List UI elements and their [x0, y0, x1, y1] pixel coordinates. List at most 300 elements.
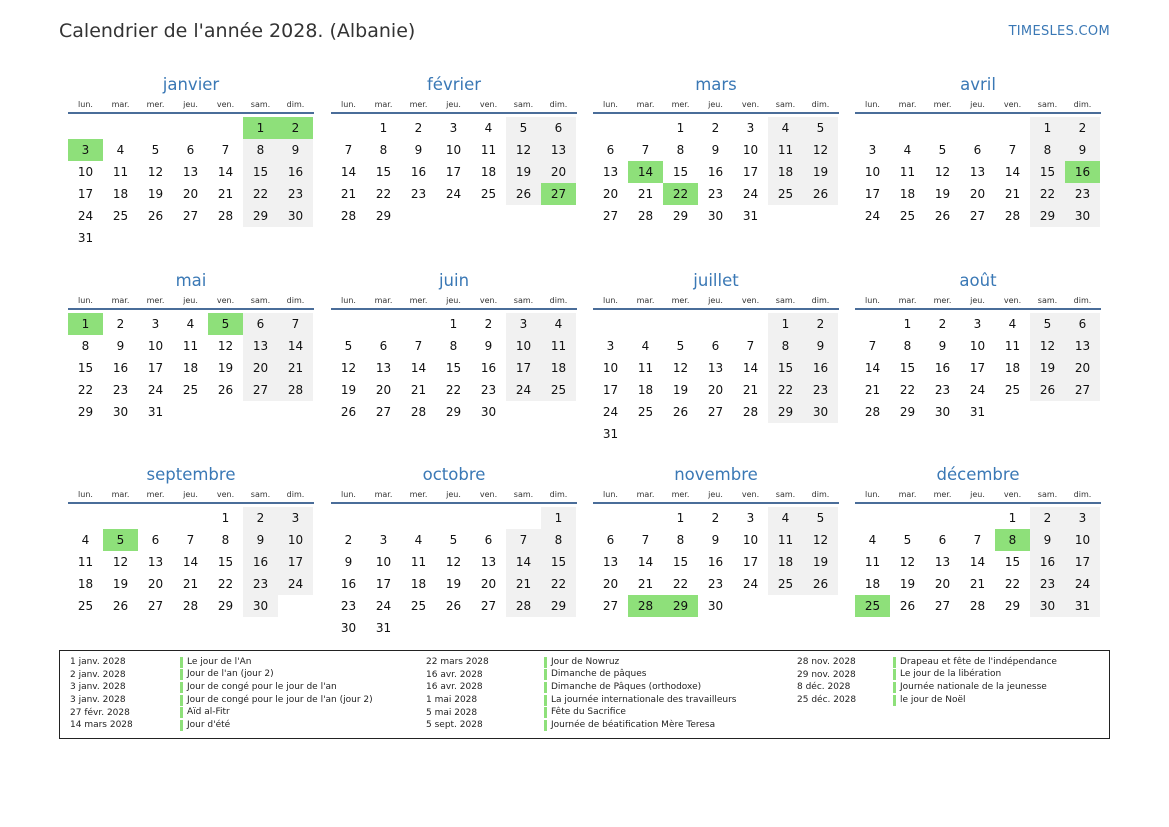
day-cell[interactable]: 3 [449, 121, 458, 135]
day-cell[interactable]: 23 [278, 183, 313, 205]
day-cell[interactable]: 20 [707, 383, 724, 397]
day-cell[interactable]: 27 [147, 599, 164, 613]
day-cell[interactable]: 15 [1004, 555, 1021, 569]
day-cell[interactable]: 24 [602, 405, 619, 419]
day-cell[interactable]: 10 [742, 533, 759, 547]
day-cell[interactable]: 3 [746, 511, 755, 525]
day-cell[interactable]: 17 [147, 361, 164, 375]
day-cell[interactable]: 13 [602, 165, 619, 179]
day-cell[interactable]: 11 [112, 165, 129, 179]
day-cell[interactable]: 23 [1030, 573, 1065, 595]
holiday-day-cell[interactable]: 1 [68, 313, 103, 335]
holiday-day-cell[interactable]: 16 [1065, 161, 1100, 183]
day-cell[interactable]: 24 [278, 573, 313, 595]
day-cell[interactable]: 21 [340, 187, 357, 201]
day-cell[interactable]: 4 [1008, 317, 1017, 331]
holiday-day-cell[interactable]: 8 [995, 529, 1030, 551]
day-cell[interactable]: 12 [899, 555, 916, 569]
day-cell[interactable]: 22 [541, 573, 576, 595]
day-cell[interactable]: 27 [375, 405, 392, 419]
day-cell[interactable]: 27 [182, 209, 199, 223]
day-cell[interactable]: 5 [676, 339, 685, 353]
day-cell[interactable]: 3 [606, 339, 615, 353]
day-cell[interactable]: 26 [934, 209, 951, 223]
day-cell[interactable]: 25 [182, 383, 199, 397]
day-cell[interactable]: 4 [768, 117, 803, 139]
day-cell[interactable]: 5 [938, 143, 947, 157]
day-cell[interactable]: 7 [506, 529, 541, 551]
day-cell[interactable]: 22 [899, 383, 916, 397]
day-cell[interactable]: 30 [112, 405, 129, 419]
day-cell[interactable]: 30 [707, 599, 724, 613]
day-cell[interactable]: 29 [1030, 205, 1065, 227]
day-cell[interactable]: 21 [637, 187, 654, 201]
day-cell[interactable]: 27 [1065, 379, 1100, 401]
day-cell[interactable]: 3 [151, 317, 160, 331]
day-cell[interactable]: 31 [1065, 595, 1100, 617]
day-cell[interactable]: 5 [506, 117, 541, 139]
day-cell[interactable]: 17 [278, 551, 313, 573]
day-cell[interactable]: 22 [672, 577, 689, 591]
day-cell[interactable]: 29 [899, 405, 916, 419]
day-cell[interactable]: 16 [934, 361, 951, 375]
day-cell[interactable]: 22 [1004, 577, 1021, 591]
day-cell[interactable]: 23 [803, 379, 838, 401]
holiday-day-cell[interactable]: 5 [103, 529, 138, 551]
day-cell[interactable]: 6 [1065, 313, 1100, 335]
day-cell[interactable]: 30 [934, 405, 951, 419]
day-cell[interactable]: 6 [186, 143, 195, 157]
day-cell[interactable]: 12 [506, 139, 541, 161]
day-cell[interactable]: 26 [112, 599, 129, 613]
day-cell[interactable]: 1 [1008, 511, 1017, 525]
day-cell[interactable]: 8 [1030, 139, 1065, 161]
day-cell[interactable]: 4 [641, 339, 650, 353]
day-cell[interactable]: 16 [803, 357, 838, 379]
day-cell[interactable]: 23 [340, 599, 357, 613]
day-cell[interactable]: 26 [147, 209, 164, 223]
day-cell[interactable]: 14 [278, 335, 313, 357]
day-cell[interactable]: 19 [934, 187, 951, 201]
day-cell[interactable]: 8 [221, 533, 230, 547]
day-cell[interactable]: 18 [637, 383, 654, 397]
day-cell[interactable]: 5 [803, 117, 838, 139]
day-cell[interactable]: 24 [742, 187, 759, 201]
day-cell[interactable]: 12 [803, 529, 838, 551]
day-cell[interactable]: 15 [672, 165, 689, 179]
day-cell[interactable]: 28 [742, 405, 759, 419]
day-cell[interactable]: 7 [221, 143, 230, 157]
holiday-day-cell[interactable]: 1 [243, 117, 278, 139]
day-cell[interactable]: 9 [1065, 139, 1100, 161]
day-cell[interactable]: 27 [934, 599, 951, 613]
day-cell[interactable]: 6 [151, 533, 160, 547]
day-cell[interactable]: 20 [541, 161, 576, 183]
day-cell[interactable]: 13 [934, 555, 951, 569]
day-cell[interactable]: 23 [707, 577, 724, 591]
day-cell[interactable]: 28 [182, 599, 199, 613]
day-cell[interactable]: 30 [480, 405, 497, 419]
day-cell[interactable]: 26 [217, 383, 234, 397]
day-cell[interactable]: 19 [217, 361, 234, 375]
day-cell[interactable]: 4 [81, 533, 90, 547]
day-cell[interactable]: 11 [899, 165, 916, 179]
day-cell[interactable]: 12 [112, 555, 129, 569]
holiday-day-cell[interactable]: 28 [628, 595, 663, 617]
day-cell[interactable]: 18 [768, 161, 803, 183]
day-cell[interactable]: 19 [506, 161, 541, 183]
day-cell[interactable]: 14 [1004, 165, 1021, 179]
day-cell[interactable]: 11 [1004, 339, 1021, 353]
day-cell[interactable]: 29 [217, 599, 234, 613]
day-cell[interactable]: 31 [375, 621, 392, 635]
day-cell[interactable]: 6 [973, 143, 982, 157]
day-cell[interactable]: 21 [278, 357, 313, 379]
day-cell[interactable]: 31 [742, 209, 759, 223]
day-cell[interactable]: 17 [602, 383, 619, 397]
day-cell[interactable]: 7 [414, 339, 423, 353]
day-cell[interactable]: 5 [344, 339, 353, 353]
day-cell[interactable]: 5 [151, 143, 160, 157]
day-cell[interactable]: 19 [445, 577, 462, 591]
day-cell[interactable]: 10 [445, 143, 462, 157]
day-cell[interactable]: 17 [864, 187, 881, 201]
day-cell[interactable]: 16 [340, 577, 357, 591]
day-cell[interactable]: 11 [541, 335, 576, 357]
day-cell[interactable]: 29 [1004, 599, 1021, 613]
day-cell[interactable]: 5 [1030, 313, 1065, 335]
holiday-day-cell[interactable]: 5 [208, 313, 243, 335]
day-cell[interactable]: 22 [217, 577, 234, 591]
day-cell[interactable]: 25 [768, 573, 803, 595]
day-cell[interactable]: 29 [768, 401, 803, 423]
day-cell[interactable]: 22 [445, 383, 462, 397]
day-cell[interactable]: 15 [768, 357, 803, 379]
day-cell[interactable]: 30 [707, 209, 724, 223]
day-cell[interactable]: 8 [676, 143, 685, 157]
day-cell[interactable]: 31 [969, 405, 986, 419]
day-cell[interactable]: 20 [147, 577, 164, 591]
day-cell[interactable]: 5 [903, 533, 912, 547]
day-cell[interactable]: 23 [1065, 183, 1100, 205]
day-cell[interactable]: 25 [77, 599, 94, 613]
day-cell[interactable]: 15 [445, 361, 462, 375]
day-cell[interactable]: 6 [606, 143, 615, 157]
day-cell[interactable]: 31 [602, 427, 619, 441]
day-cell[interactable]: 9 [116, 339, 125, 353]
day-cell[interactable]: 27 [969, 209, 986, 223]
day-cell[interactable]: 25 [112, 209, 129, 223]
day-cell[interactable]: 1 [379, 121, 388, 135]
day-cell[interactable]: 29 [672, 209, 689, 223]
day-cell[interactable]: 1 [676, 121, 685, 135]
day-cell[interactable]: 25 [1004, 383, 1021, 397]
day-cell[interactable]: 27 [707, 405, 724, 419]
day-cell[interactable]: 25 [410, 599, 427, 613]
day-cell[interactable]: 20 [934, 577, 951, 591]
day-cell[interactable]: 19 [340, 383, 357, 397]
day-cell[interactable]: 30 [803, 401, 838, 423]
day-cell[interactable]: 11 [864, 555, 881, 569]
day-cell[interactable]: 29 [541, 595, 576, 617]
day-cell[interactable]: 4 [768, 507, 803, 529]
day-cell[interactable]: 19 [899, 577, 916, 591]
day-cell[interactable]: 18 [182, 361, 199, 375]
day-cell[interactable]: 25 [768, 183, 803, 205]
day-cell[interactable]: 2 [711, 511, 720, 525]
day-cell[interactable]: 9 [803, 335, 838, 357]
day-cell[interactable]: 27 [480, 599, 497, 613]
day-cell[interactable]: 11 [768, 529, 803, 551]
day-cell[interactable]: 20 [1065, 357, 1100, 379]
day-cell[interactable]: 20 [182, 187, 199, 201]
day-cell[interactable]: 4 [868, 533, 877, 547]
day-cell[interactable]: 25 [480, 187, 497, 201]
day-cell[interactable]: 16 [1030, 551, 1065, 573]
day-cell[interactable]: 2 [1065, 117, 1100, 139]
day-cell[interactable]: 20 [480, 577, 497, 591]
day-cell[interactable]: 12 [803, 139, 838, 161]
day-cell[interactable]: 8 [379, 143, 388, 157]
day-cell[interactable]: 18 [112, 187, 129, 201]
day-cell[interactable]: 18 [480, 165, 497, 179]
day-cell[interactable]: 28 [217, 209, 234, 223]
day-cell[interactable]: 12 [445, 555, 462, 569]
day-cell[interactable]: 13 [182, 165, 199, 179]
day-cell[interactable]: 9 [484, 339, 493, 353]
day-cell[interactable]: 23 [410, 187, 427, 201]
day-cell[interactable]: 18 [1004, 361, 1021, 375]
day-cell[interactable]: 3 [379, 533, 388, 547]
day-cell[interactable]: 14 [969, 555, 986, 569]
day-cell[interactable]: 10 [147, 339, 164, 353]
day-cell[interactable]: 28 [506, 595, 541, 617]
day-cell[interactable]: 9 [1030, 529, 1065, 551]
day-cell[interactable]: 14 [864, 361, 881, 375]
day-cell[interactable]: 17 [375, 577, 392, 591]
day-cell[interactable]: 10 [278, 529, 313, 551]
day-cell[interactable]: 7 [1008, 143, 1017, 157]
day-cell[interactable]: 11 [410, 555, 427, 569]
day-cell[interactable]: 19 [803, 161, 838, 183]
day-cell[interactable]: 8 [676, 533, 685, 547]
day-cell[interactable]: 7 [344, 143, 353, 157]
day-cell[interactable]: 21 [506, 573, 541, 595]
day-cell[interactable]: 1 [768, 313, 803, 335]
day-cell[interactable]: 23 [243, 573, 278, 595]
day-cell[interactable]: 22 [77, 383, 94, 397]
day-cell[interactable]: 16 [278, 161, 313, 183]
day-cell[interactable]: 11 [768, 139, 803, 161]
day-cell[interactable]: 25 [637, 405, 654, 419]
day-cell[interactable]: 24 [1065, 573, 1100, 595]
day-cell[interactable]: 12 [672, 361, 689, 375]
day-cell[interactable]: 26 [445, 599, 462, 613]
day-cell[interactable]: 13 [602, 555, 619, 569]
day-cell[interactable]: 28 [864, 405, 881, 419]
day-cell[interactable]: 12 [340, 361, 357, 375]
day-cell[interactable]: 26 [506, 183, 541, 205]
day-cell[interactable]: 26 [803, 183, 838, 205]
day-cell[interactable]: 6 [541, 117, 576, 139]
holiday-day-cell[interactable]: 22 [663, 183, 698, 205]
day-cell[interactable]: 24 [147, 383, 164, 397]
day-cell[interactable]: 2 [938, 317, 947, 331]
day-cell[interactable]: 10 [864, 165, 881, 179]
day-cell[interactable]: 17 [969, 361, 986, 375]
day-cell[interactable]: 2 [116, 317, 125, 331]
day-cell[interactable]: 12 [934, 165, 951, 179]
day-cell[interactable]: 11 [637, 361, 654, 375]
day-cell[interactable]: 20 [243, 357, 278, 379]
day-cell[interactable]: 26 [899, 599, 916, 613]
day-cell[interactable]: 15 [1030, 161, 1065, 183]
brand-logo-text[interactable]: TIMESLES.COM [1008, 24, 1110, 39]
day-cell[interactable]: 13 [480, 555, 497, 569]
day-cell[interactable]: 11 [182, 339, 199, 353]
day-cell[interactable]: 17 [742, 555, 759, 569]
day-cell[interactable]: 13 [375, 361, 392, 375]
day-cell[interactable]: 30 [243, 595, 278, 617]
day-cell[interactable]: 9 [344, 555, 353, 569]
day-cell[interactable]: 19 [147, 187, 164, 201]
day-cell[interactable]: 22 [1030, 183, 1065, 205]
day-cell[interactable]: 21 [1004, 187, 1021, 201]
day-cell[interactable]: 3 [868, 143, 877, 157]
day-cell[interactable]: 6 [938, 533, 947, 547]
day-cell[interactable]: 1 [1030, 117, 1065, 139]
day-cell[interactable]: 24 [506, 379, 541, 401]
day-cell[interactable]: 17 [77, 187, 94, 201]
day-cell[interactable]: 3 [746, 121, 755, 135]
day-cell[interactable]: 5 [803, 507, 838, 529]
day-cell[interactable]: 13 [243, 335, 278, 357]
day-cell[interactable]: 14 [182, 555, 199, 569]
day-cell[interactable]: 8 [243, 139, 278, 161]
day-cell[interactable]: 22 [375, 187, 392, 201]
day-cell[interactable]: 14 [217, 165, 234, 179]
day-cell[interactable]: 10 [506, 335, 541, 357]
day-cell[interactable]: 17 [1065, 551, 1100, 573]
day-cell[interactable]: 10 [1065, 529, 1100, 551]
day-cell[interactable]: 11 [480, 143, 497, 157]
day-cell[interactable]: 8 [81, 339, 90, 353]
day-cell[interactable]: 10 [742, 143, 759, 157]
day-cell[interactable]: 16 [480, 361, 497, 375]
day-cell[interactable]: 15 [672, 555, 689, 569]
day-cell[interactable]: 13 [1065, 335, 1100, 357]
day-cell[interactable]: 20 [375, 383, 392, 397]
day-cell[interactable]: 12 [147, 165, 164, 179]
day-cell[interactable]: 7 [868, 339, 877, 353]
day-cell[interactable]: 3 [1065, 507, 1100, 529]
day-cell[interactable]: 10 [602, 361, 619, 375]
day-cell[interactable]: 15 [899, 361, 916, 375]
day-cell[interactable]: 9 [278, 139, 313, 161]
day-cell[interactable]: 2 [344, 533, 353, 547]
day-cell[interactable]: 21 [182, 577, 199, 591]
day-cell[interactable]: 18 [864, 577, 881, 591]
day-cell[interactable]: 9 [711, 143, 720, 157]
day-cell[interactable]: 3 [973, 317, 982, 331]
day-cell[interactable]: 31 [147, 405, 164, 419]
day-cell[interactable]: 8 [449, 339, 458, 353]
day-cell[interactable]: 7 [973, 533, 982, 547]
day-cell[interactable]: 6 [484, 533, 493, 547]
day-cell[interactable]: 19 [672, 383, 689, 397]
day-cell[interactable]: 2 [243, 507, 278, 529]
day-cell[interactable]: 28 [969, 599, 986, 613]
day-cell[interactable]: 2 [711, 121, 720, 135]
day-cell[interactable]: 20 [969, 187, 986, 201]
day-cell[interactable]: 4 [186, 317, 195, 331]
day-cell[interactable]: 30 [1065, 205, 1100, 227]
day-cell[interactable]: 19 [112, 577, 129, 591]
day-cell[interactable]: 1 [676, 511, 685, 525]
day-cell[interactable]: 13 [707, 361, 724, 375]
holiday-day-cell[interactable]: 3 [68, 139, 103, 161]
holiday-day-cell[interactable]: 2 [278, 117, 313, 139]
day-cell[interactable]: 30 [278, 205, 313, 227]
day-cell[interactable]: 25 [541, 379, 576, 401]
day-cell[interactable]: 29 [243, 205, 278, 227]
day-cell[interactable]: 1 [449, 317, 458, 331]
day-cell[interactable]: 8 [541, 529, 576, 551]
day-cell[interactable]: 16 [410, 165, 427, 179]
day-cell[interactable]: 2 [414, 121, 423, 135]
day-cell[interactable]: 15 [541, 551, 576, 573]
day-cell[interactable]: 14 [742, 361, 759, 375]
day-cell[interactable]: 26 [672, 405, 689, 419]
day-cell[interactable]: 10 [969, 339, 986, 353]
day-cell[interactable]: 15 [217, 555, 234, 569]
day-cell[interactable]: 27 [243, 379, 278, 401]
day-cell[interactable]: 19 [1030, 357, 1065, 379]
day-cell[interactable]: 23 [934, 383, 951, 397]
day-cell[interactable]: 13 [147, 555, 164, 569]
day-cell[interactable]: 26 [340, 405, 357, 419]
day-cell[interactable]: 24 [77, 209, 94, 223]
day-cell[interactable]: 27 [602, 599, 619, 613]
day-cell[interactable]: 16 [707, 555, 724, 569]
day-cell[interactable]: 21 [969, 577, 986, 591]
day-cell[interactable]: 24 [742, 577, 759, 591]
day-cell[interactable]: 24 [375, 599, 392, 613]
day-cell[interactable]: 1 [903, 317, 912, 331]
day-cell[interactable]: 23 [480, 383, 497, 397]
day-cell[interactable]: 18 [410, 577, 427, 591]
day-cell[interactable]: 28 [278, 379, 313, 401]
day-cell[interactable]: 13 [969, 165, 986, 179]
day-cell[interactable]: 1 [221, 511, 230, 525]
day-cell[interactable]: 4 [414, 533, 423, 547]
day-cell[interactable]: 5 [449, 533, 458, 547]
day-cell[interactable]: 27 [602, 209, 619, 223]
day-cell[interactable]: 15 [375, 165, 392, 179]
day-cell[interactable]: 21 [637, 577, 654, 591]
day-cell[interactable]: 22 [768, 379, 803, 401]
day-cell[interactable]: 7 [641, 143, 650, 157]
day-cell[interactable]: 29 [77, 405, 94, 419]
day-cell[interactable]: 30 [340, 621, 357, 635]
day-cell[interactable]: 23 [112, 383, 129, 397]
day-cell[interactable]: 3 [506, 313, 541, 335]
holiday-day-cell[interactable]: 25 [855, 595, 890, 617]
day-cell[interactable]: 6 [379, 339, 388, 353]
day-cell[interactable]: 28 [340, 209, 357, 223]
day-cell[interactable]: 29 [445, 405, 462, 419]
day-cell[interactable]: 9 [938, 339, 947, 353]
